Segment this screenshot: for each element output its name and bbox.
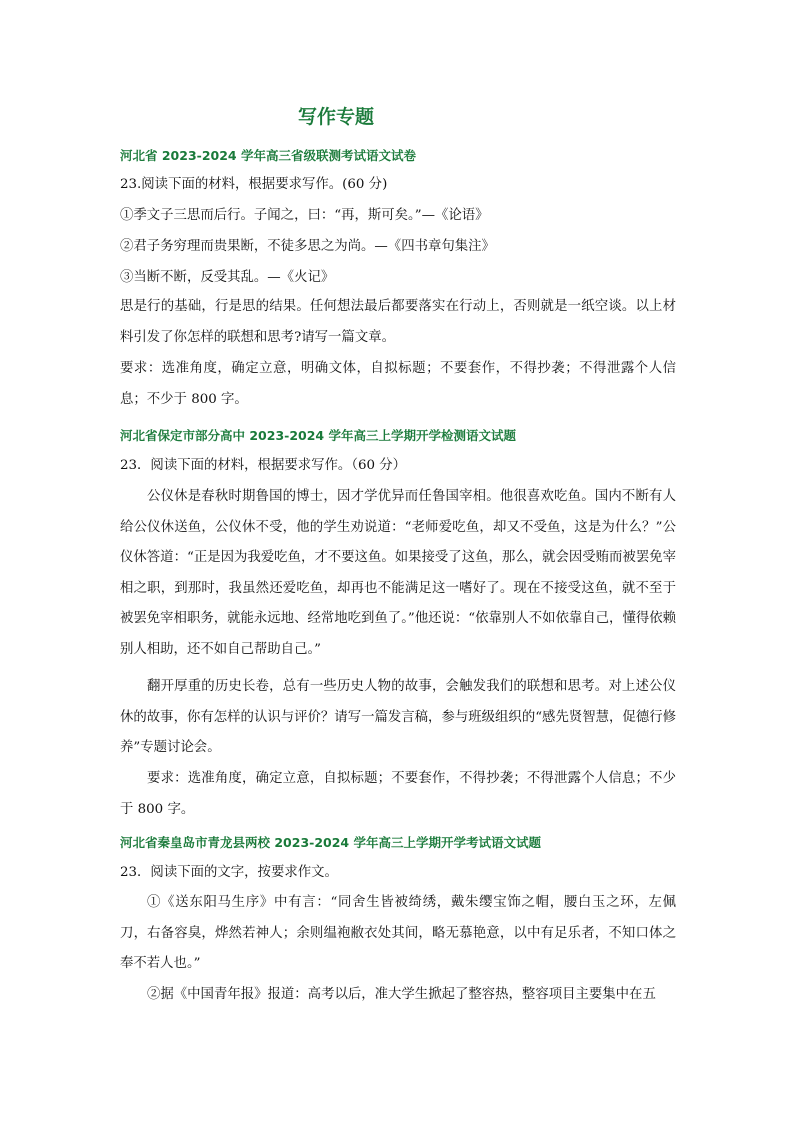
question-prompt: 23.阅读下面的材料，根据要求写作。(60 分): [120, 177, 388, 192]
material-paragraph: ①《送东阳马生序》中有言：“同舍生皆被绮绣，戴朱缨宝饰之帽，腰白玉之环，左佩刀，右备容臭，烨然若神人；余则缊袍敝衣处其间，略无慕艳意，以中有足乐者，不知口体之奉不若人也。”: [120, 895, 676, 971]
section-source: 河北省 2023-2024 学年高三省级联测考试语文试卷: [120, 148, 416, 163]
material-item: ①季文子三思而后行。子闻之，曰：“再，斯可矣。”—《论语》: [120, 208, 489, 223]
section-source: 河北省保定市部分高中 2023-2024 学年高三上学期开学检测语文试题: [120, 428, 516, 443]
section-source: 河北省秦皇岛市青龙县两校 2023-2024 学年高三上学期开学考试语文试题: [120, 835, 541, 850]
question-prompt: 23．阅读下面的文字，按要求作文。: [120, 865, 338, 880]
material-body: 思是行的基础，行是思的结果。任何想法最后都要落实在行动上，否则就是一纸空谈。以上材料引发了你怎样的联想和思考?请写一篇文章。: [120, 299, 676, 345]
question-prompt: 23．阅读下面的材料，根据要求写作。（60 分）: [120, 458, 407, 473]
material-item: ②君子务穷理而贵果断，不徒多思之为尚。—《四书章句集注》: [120, 239, 495, 254]
material-paragraph: 翻开厚重的历史长卷，总有一些历史人物的故事，会触发我们的联想和思考。对上述公仪休的故事，你有怎样的认识与评价？请写一篇发言稿，参与班级组织的“感先贤智慧，促德行修养”专题讨论会。: [120, 679, 676, 755]
material-paragraph: 公仪休是春秋时期鲁国的博士，因才学优异而任鲁国宰相。他很喜欢吃鱼。国内不断有人给公仪休送鱼，公仪休不受，他的学生劝说道：“老师爱吃鱼，却又不受鱼，这是为什么？”公仪休答道：“正是因为我爱吃鱼，才不要这鱼。如果接受了这鱼，那么，就会因受贿而被罢免宰相之职，到那时，我虽然还爱吃鱼，却再也不能满足这一嗜好了。现在不接受这鱼，就不至于被罢免宰相职务，就能永远地、经常地吃到鱼了。”他还说：“依靠别人不如依靠自己，懂得依赖别人相助，还不如自己帮助自己。”: [120, 489, 677, 657]
page-title: 写作专题: [298, 106, 375, 128]
material-paragraph: ②据《中国青年报》报道：高考以后，准大学生掀起了整容热，整容项目主要集中在五: [147, 987, 656, 1002]
requirement-text: 要求：选准角度，确定立意，自拟标题；不要套作，不得抄袭；不得泄露个人信息；不少于 800 字。: [120, 771, 676, 817]
material-item: ③当断不断，反受其乱。—《火记》: [120, 270, 335, 285]
requirement-text: 要求：选准角度，确定立意，明确文体，自拟标题；不要套作，不得抄袭；不得泄露个人信息；不少于 800 字。: [120, 361, 676, 407]
